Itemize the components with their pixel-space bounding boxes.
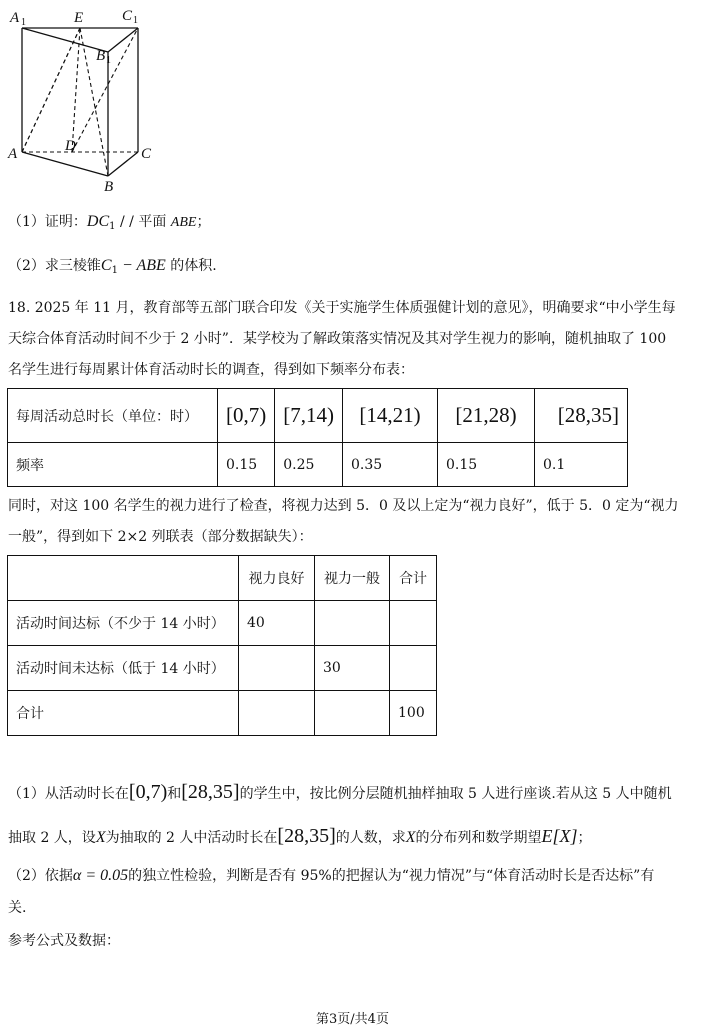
q17-part1-sub: 1 xyxy=(109,221,116,232)
label-a1: A xyxy=(10,10,20,26)
q17-part2 xyxy=(8,256,217,281)
contingency-cell: 活动时间未达标（低于 14 小时） xyxy=(8,646,239,691)
page-number: 第3页/共4页 xyxy=(316,1012,389,1027)
contingency-corner xyxy=(8,556,239,601)
q17-part1-end: ； xyxy=(196,214,211,230)
label-a1-sub: 1 xyxy=(21,17,26,28)
contingency-cell: 100 xyxy=(390,691,437,736)
label-c: C xyxy=(141,146,152,162)
label-c1-sub: 1 xyxy=(133,15,138,26)
contingency-header: 视力良好 xyxy=(239,556,315,601)
q17-part1-mid: / / 平面 xyxy=(119,214,171,230)
q18-intro-1: 18. 2025 年 11 月，教育部等五部门联合印发《关于实施学生体质强健计划的意见》，明确要求“中小学生每 xyxy=(8,300,676,316)
freq-value: 0.35 xyxy=(343,443,438,487)
contingency-cell: 40 xyxy=(239,601,315,646)
q17-part1-plane: ABE xyxy=(170,215,197,230)
freq-value-row xyxy=(8,443,628,487)
contingency-cell xyxy=(239,691,315,736)
contingency-cell: 合计 xyxy=(8,691,239,736)
freq-interval: [28,35] xyxy=(535,389,628,443)
freq-value: 0.1 xyxy=(535,443,628,487)
q18-part2-line1: （2）依据α = 0.05的独立性检验，判断是否有 95%的把握认为“视力情况”与“体育活动时长是否达标”有 xyxy=(8,867,655,884)
freq-interval: [14,21) xyxy=(343,389,438,443)
contingency-cell xyxy=(239,646,315,691)
q18-part2-line2: 关. xyxy=(8,900,27,916)
q17-part2-c: C xyxy=(100,257,112,274)
freq-header-row xyxy=(8,389,628,443)
q18-intro-2: 天综合体育活动时间不少于 2 小时”．某学校为了解政策落实情况及其对学生视力的影响，随机抽取了 100 xyxy=(8,331,667,347)
contingency-cell xyxy=(315,601,390,646)
q18-mid-2: 一般”，得到如下 2×2 列联表（部分数据缺失）： xyxy=(8,529,313,545)
q17-part2-end: 的体积. xyxy=(165,258,217,274)
contingency-cell: 活动时间达标（不少于 14 小时） xyxy=(8,601,239,646)
contingency-row xyxy=(8,601,437,646)
freq-value: 0.25 xyxy=(275,443,343,487)
q17-part1-dc: DC xyxy=(86,213,110,230)
q17-part1-prefix: （1）证明： xyxy=(8,214,87,230)
contingency-cell xyxy=(390,646,437,691)
label-a: A xyxy=(8,146,18,162)
freq-interval: [7,14) xyxy=(275,389,343,443)
contingency-table xyxy=(7,555,437,736)
q18-part1-line2: 抽取 2 人，设X为抽取的 2 人中活动时长在[28,35]的人数，求X的分布列和数学期望E[X]； xyxy=(8,825,592,847)
contingency-cell: 30 xyxy=(315,646,390,691)
reference-heading: 参考公式及数据： xyxy=(8,933,120,949)
freq-value: 0.15 xyxy=(218,443,275,487)
label-c1: C xyxy=(122,8,133,24)
contingency-cell xyxy=(390,601,437,646)
freq-value: 0.15 xyxy=(438,443,535,487)
freq-interval: [21,28) xyxy=(438,389,535,443)
contingency-header: 合计 xyxy=(390,556,437,601)
contingency-header: 视力一般 xyxy=(315,556,390,601)
q17-part2-prefix: （2）求三棱锥 xyxy=(8,258,101,274)
q17-part1 xyxy=(8,212,210,237)
label-b1-sub: 1 xyxy=(106,55,111,66)
freq-interval: [0,7) xyxy=(218,389,275,443)
contingency-row xyxy=(8,646,437,691)
label-b: B xyxy=(104,179,114,195)
q18-part1-line1: （1）从活动时长在[0,7)和[28,35]的学生中，按比例分层随机抽样抽取 5 人进行座谈.若从这 5 人中随机 xyxy=(8,781,672,803)
q17-part2-sub: 1 xyxy=(111,265,118,276)
q18-intro-3: 名学生进行每周累计体育活动时长的调查，得到如下频率分布表： xyxy=(8,362,414,378)
contingency-cell xyxy=(315,691,390,736)
contingency-header-row xyxy=(8,556,437,601)
contingency-row xyxy=(8,691,437,736)
freq-header-label: 每周活动总时长（单位：时） xyxy=(8,389,218,443)
frequency-table xyxy=(7,388,628,487)
label-b1: B xyxy=(96,48,106,64)
prism-figure xyxy=(0,0,170,200)
label-e: E xyxy=(74,10,84,26)
q17-part2-expr: − ABE xyxy=(117,257,166,274)
q18-mid-1: 同时，对这 100 名学生的视力进行了检查，将视力达到 5．0 及以上定为“视力良好”，低于 5．0 定为“视力 xyxy=(8,498,679,514)
freq-row-label: 频率 xyxy=(8,443,218,487)
label-d: D xyxy=(65,138,76,154)
